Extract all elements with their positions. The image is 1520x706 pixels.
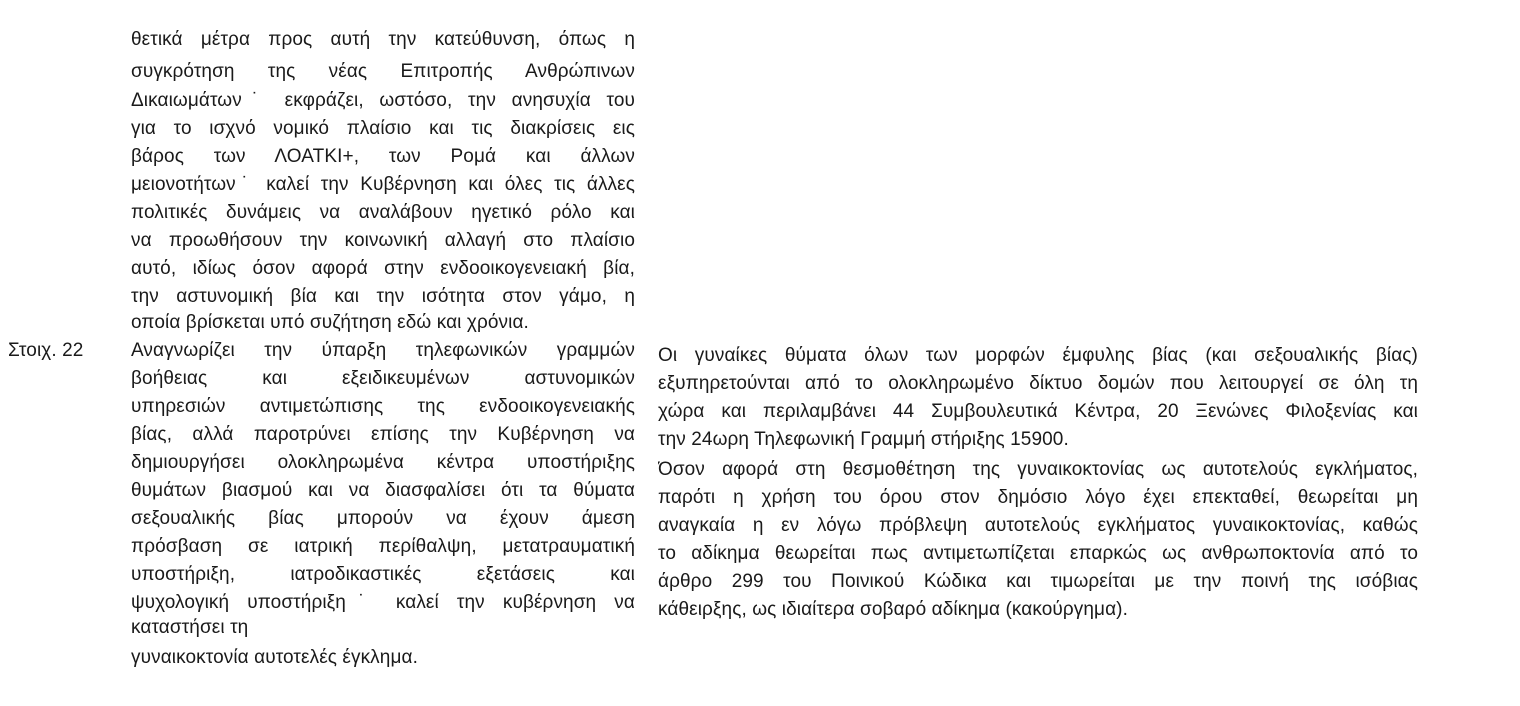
text-line: πρόσβαση σε ιατρική περίθαλψη, μετατραυματική bbox=[131, 536, 635, 557]
text-line: δημιουργήσει ολοκληρωμένα κέντρα υποστήριξης bbox=[131, 452, 635, 473]
text-line: το αδίκημα θεωρείται πως αντιμετωπίζεται επαρκώς ως ανθρωποκτονία από το bbox=[658, 543, 1418, 564]
text-line: βάρος των ΛΟΑΤΚΙ+, των Ρομά και άλλων bbox=[131, 146, 635, 167]
text-line: Οι γυναίκες θύματα όλων των μορφών έμφυλης βίας (και σεξουαλικής βίας) bbox=[658, 345, 1418, 366]
text-line: καταστήσει τη bbox=[131, 617, 249, 638]
text-line: σεξουαλικής βίας μπορούν να έχουν άμεση bbox=[131, 508, 635, 529]
text-line: βοήθειας και εξειδικευμένων αστυνομικών bbox=[131, 368, 635, 389]
text-line: εξυπηρετούνται από το ολοκληρωμένο δίκτυο δομών που λειτουργεί σε όλη τη bbox=[658, 373, 1418, 394]
text-line: αυτό, ιδίως όσον αφορά στην ενδοοικογενειακή βία, bbox=[131, 258, 635, 279]
text-line: βίας, αλλά παροτρύνει επίσης την Κυβέρνηση να bbox=[131, 424, 635, 445]
text-line: αναγκαία η εν λόγω πρόβλεψη αυτοτελούς εγκλήματος γυναικοκτονίας, καθώς bbox=[658, 515, 1418, 536]
text-line: συγκρότηση της νέας Επιτροπής Ανθρώπινων bbox=[131, 61, 635, 82]
text-line: Δικαιωμάτων˙ εκφράζει, ωστόσο, την ανησυχία του bbox=[131, 90, 635, 111]
text-line: Όσον αφορά στη θεσμοθέτηση της γυναικοκτονίας ως αυτοτελούς εγκλήματος, bbox=[658, 459, 1418, 480]
text-line: ψυχολογική υποστήριξη˙ καλεί την κυβέρνηση να bbox=[131, 592, 635, 613]
text-line: κάθειρξης, ως ιδιαίτερα σοβαρό αδίκημα (κακούργημα). bbox=[658, 599, 1128, 620]
text-line: θετικά μέτρα προς αυτή την κατεύθυνση, όπως η bbox=[131, 29, 635, 50]
text-line: την αστυνομική βία και την ισότητα στον γάμο, η bbox=[131, 286, 635, 307]
text-line: Αναγνωρίζει την ύπαρξη τηλεφωνικών γραμμών bbox=[131, 340, 635, 361]
text-line: χώρα και περιλαμβάνει 44 Συμβουλευτικά Κέντρα, 20 Ξενώνες Φιλοξενίας και bbox=[658, 401, 1418, 422]
text-line: άρθρο 299 του Ποινικού Κώδικα και τιμωρείται με την ποινή της ισόβιας bbox=[658, 571, 1418, 592]
text-line: γυναικοκτονία αυτοτελές έγκλημα. bbox=[131, 647, 418, 668]
text-line: την 24ωρη Τηλεφωνική Γραμμή στήριξης 15900. bbox=[658, 429, 1069, 450]
text-line: πολιτικές δυνάμεις να αναλάβουν ηγετικό ρόλο και bbox=[131, 202, 635, 223]
text-line: για το ισχνό νομικό πλαίσιο και τις διακρίσεις εις bbox=[131, 118, 635, 139]
text-line: να προωθήσουν την κοινωνική αλλαγή στο πλαίσιο bbox=[131, 230, 635, 251]
text-line: παρότι η χρήση του όρου στον δημόσιο λόγο έχει επεκταθεί, θεωρείται μη bbox=[658, 487, 1418, 508]
text-line: υποστήριξη, ιατροδικαστικές εξετάσεις και bbox=[131, 564, 635, 585]
article-label: Στοιχ. 22 bbox=[8, 340, 84, 361]
text-line: θυμάτων βιασμού και να διασφαλίσει ότι τα θύματα bbox=[131, 480, 635, 501]
text-line: μειονοτήτων˙ καλεί την Κυβέρνηση και όλες τις άλλες bbox=[131, 174, 635, 195]
text-line: υπηρεσιών αντιμετώπισης της ενδοοικογενειακής bbox=[131, 396, 635, 417]
text-line: οποία βρίσκεται υπό συζήτηση εδώ και χρόνια. bbox=[131, 312, 529, 333]
